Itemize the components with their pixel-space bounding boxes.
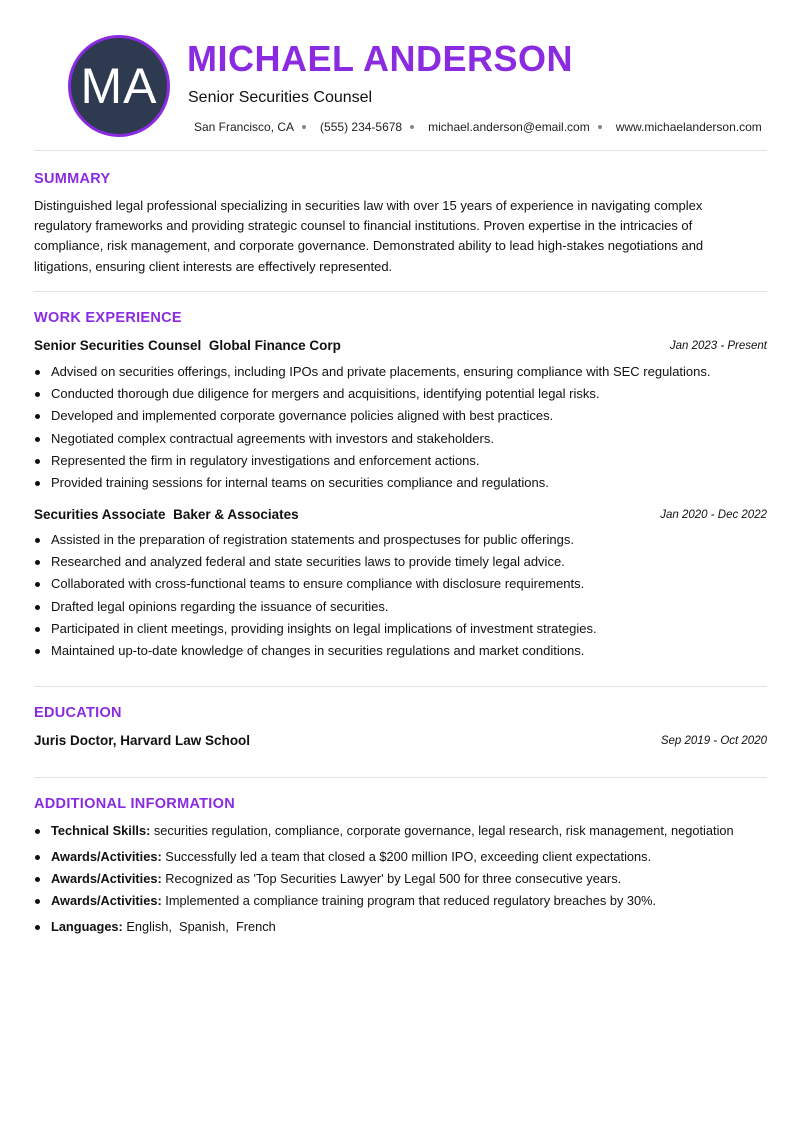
item-text: English, Spanish, French bbox=[126, 919, 276, 935]
item-text: Successfully led a team that closed a $200 million IPO, exceeding client expectations. bbox=[165, 849, 652, 864]
job-title-company bbox=[34, 507, 299, 522]
separator-dot-icon bbox=[410, 125, 414, 129]
job-role: Senior Securities Counsel bbox=[34, 338, 202, 353]
contact-bar bbox=[194, 120, 762, 134]
education-degree: Juris Doctor, Harvard Law School bbox=[34, 733, 251, 748]
job-bullet-list bbox=[51, 364, 771, 497]
list-item: Assisted in the preparation of registration statements and prospectuses for public offerings. bbox=[51, 532, 771, 554]
list-item bbox=[51, 871, 771, 893]
contact-phone: (555) 234-5678 bbox=[320, 120, 403, 134]
item-label: Languages: bbox=[51, 919, 123, 935]
contact-website[interactable]: www.michaelanderson.com bbox=[615, 120, 762, 134]
section-divider bbox=[34, 291, 767, 292]
item-text: Recognized as 'Top Securities Lawyer' by Legal 500 for three consecutive years. bbox=[165, 871, 622, 887]
list-item bbox=[51, 893, 771, 919]
contact-email[interactable]: michael.anderson@email.com bbox=[428, 120, 590, 134]
list-item: Maintained up-to-date knowledge of changes in securities regulations and market conditions. bbox=[51, 643, 771, 665]
job-header bbox=[34, 507, 767, 525]
item-label: Awards/Activities: bbox=[51, 871, 162, 887]
job-dates: Jan 2020 - Dec 2022 bbox=[660, 509, 767, 521]
summary-text: Distinguished legal professional specializing in securities law with over 15 years of experience in navigating complex regulatory frameworks and providing strategic counsel to financial institutions. Proven expertise in the intricacies of compliance, risk management, and corporate governance. Demonstrated ability to lead high-stakes negotiations and litigations, ensuring client interests are effectively represented. bbox=[34, 198, 704, 274]
list-item: Drafted legal opinions regarding the issuance of securities. bbox=[51, 599, 771, 621]
list-item: Conducted thorough due diligence for mergers and acquisitions, identifying potential legal risks. bbox=[51, 386, 771, 408]
list-item: Researched and analyzed federal and state securities laws to provide timely legal advice. bbox=[51, 554, 771, 576]
avatar bbox=[68, 35, 170, 137]
separator-dot-icon bbox=[598, 125, 602, 129]
list-item: Advised on securities offerings, including IPOs and private placements, ensuring compliance with SEC regulations. bbox=[51, 364, 771, 386]
experience-heading: WORK EXPERIENCE bbox=[34, 310, 182, 326]
item-label: Awards/Activities: bbox=[51, 849, 162, 864]
job-bullet-list bbox=[51, 532, 771, 665]
education-entry bbox=[34, 733, 767, 751]
section-divider bbox=[34, 686, 767, 687]
item-label: Technical Skills: bbox=[51, 823, 151, 838]
candidate-name: MICHAEL ANDERSON bbox=[187, 38, 574, 79]
education-dates: Sep 2019 - Oct 2020 bbox=[660, 735, 767, 747]
job-title-company bbox=[34, 338, 341, 353]
job-dates: Jan 2023 - Present bbox=[669, 340, 767, 352]
additional-heading: ADDITIONAL INFORMATION bbox=[34, 796, 235, 812]
separator-dot-icon bbox=[302, 125, 306, 129]
section-divider bbox=[34, 777, 767, 778]
list-item: Participated in client meetings, providing insights on legal implications of investment strategies. bbox=[51, 621, 771, 643]
list-item: Provided training sessions for internal teams on securities compliance and regulations. bbox=[51, 475, 771, 497]
job-company: Global Finance Corp bbox=[208, 338, 341, 353]
education-heading: EDUCATION bbox=[34, 705, 122, 721]
list-item bbox=[51, 919, 771, 941]
list-item: Developed and implemented corporate governance policies aligned with best practices. bbox=[51, 408, 771, 430]
job-header bbox=[34, 338, 767, 356]
item-label: Awards/Activities: bbox=[51, 893, 162, 909]
contact-location: San Francisco, CA bbox=[194, 120, 295, 134]
item-text: securities regulation, compliance, corporate governance, legal research, risk management, negotiation bbox=[153, 823, 734, 838]
list-item: Collaborated with cross-functional teams to ensure compliance with disclosure requirements. bbox=[51, 576, 771, 598]
resume-header bbox=[34, 0, 767, 151]
job-company: Baker & Associates bbox=[173, 507, 299, 522]
summary-heading: SUMMARY bbox=[34, 171, 111, 187]
section-divider bbox=[34, 150, 767, 151]
list-item: Represented the firm in regulatory investigations and enforcement actions. bbox=[51, 453, 771, 475]
candidate-title: Senior Securities Counsel bbox=[188, 89, 373, 106]
item-text: Implemented a compliance training program that reduced regulatory breaches by 30%. bbox=[165, 893, 657, 909]
list-item bbox=[51, 849, 771, 871]
additional-list bbox=[51, 823, 771, 942]
list-item: Negotiated complex contractual agreements with investors and stakeholders. bbox=[51, 431, 771, 453]
job-role: Securities Associate bbox=[34, 507, 166, 522]
avatar-initials: MA bbox=[80, 58, 158, 114]
list-item bbox=[51, 823, 771, 849]
